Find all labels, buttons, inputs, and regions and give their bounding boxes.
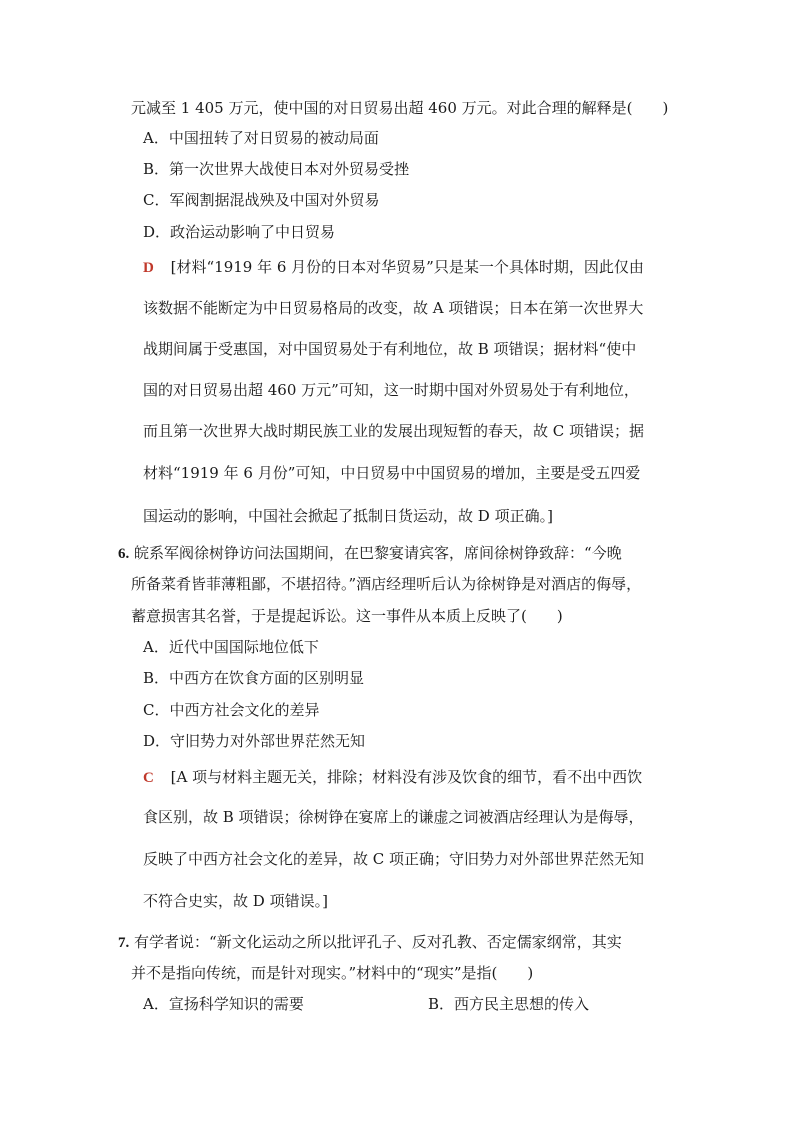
- q6-stem-1: 皖系军阀徐树铮访问法国期间，在巴黎宴请宾客，席间徐树铮致辞：“今晚: [134, 544, 622, 562]
- q5-explanation-4: 国的对日贸易出超 460 万元”可知，这一时期中国对外贸易处于有利地位，: [143, 381, 639, 399]
- q6-answer-letter: C: [143, 770, 154, 786]
- q5-answer-line-1: [143, 257, 644, 278]
- q7-stem-1: 有学者说：“新文化运动之所以批评孔子、反对孔教、否定儒家纲常，其实: [134, 933, 622, 951]
- q5-option-d: D．政治运动影响了中日贸易: [143, 223, 336, 241]
- q6-stem-2: 所备菜肴皆菲薄粗鄙，不堪招待。”酒店经理听后认为徐树铮是对酒店的侮辱，: [131, 575, 642, 593]
- q7-option-a: A．宣扬科学知识的需要: [143, 995, 304, 1013]
- q6-option-c: C．中西方社会文化的差异: [143, 701, 320, 719]
- q6-answer-line-1: [143, 767, 642, 788]
- q7-stem-line-1: [118, 932, 622, 953]
- q6-explanation-2: 食区别，故 B 项错误；徐树铮在宴席上的谦虚之词被酒店经理认为是侮辱，: [143, 808, 644, 826]
- q6-number: 6.: [118, 546, 130, 562]
- q6-option-a: A．近代中国国际地位低下: [143, 638, 319, 656]
- q7-option-b: B．西方民主思想的传入: [428, 995, 590, 1013]
- q5-answer-letter: D: [143, 260, 154, 276]
- q6-option-d: D．守旧势力对外部世界茫然无知: [143, 732, 366, 750]
- q5-option-c: C．军阀割据混战殃及中国对外贸易: [143, 191, 380, 209]
- q5-option-b: B．第一次世界大战使日本对外贸易受挫: [143, 160, 410, 178]
- q6-explanation-3: 反映了中西方社会文化的差异，故 C 项正确；守旧势力对外部世界茫然无知: [143, 850, 645, 868]
- q5-explanation-2: 该数据不能断定为中日贸易格局的改变，故 A 项错误；日本在第一次世界大: [143, 299, 644, 317]
- q6-option-b: B．中西方在饮食方面的区别明显: [143, 669, 365, 687]
- q7-stem-2: 并不是指向传统，而是针对现实。”材料中的“现实”是指( ): [131, 964, 534, 982]
- q5-explanation-1: [材料“1919 年 6 月份的日本对华贸易”只是某一个具体时期，因此仅由: [170, 258, 644, 276]
- q6-stem-line-1: [118, 543, 622, 564]
- q6-explanation-4: 不符合史实，故 D 项错误。]: [143, 892, 328, 910]
- q6-explanation-1: [A 项与材料主题无关，排除；材料没有涉及饮食的细节，看不出中西饮: [170, 768, 643, 786]
- q5-option-a: A．中国扭转了对日贸易的被动局面: [143, 129, 379, 147]
- q5-explanation-6: 材料“1919 年 6 月份”可知，中日贸易中中国贸易的增加，主要是受五四爱: [143, 464, 641, 482]
- q5-stem: 元减至 1 405 万元，使中国的对日贸易出超 460 万元。对此合理的解释是( ): [131, 99, 669, 117]
- q5-explanation-3: 战期间属于受惠国，对中国贸易处于有利地位，故 B 项错误；据材料“使中: [143, 340, 637, 358]
- q7-number: 7.: [118, 935, 130, 951]
- q5-explanation-7: 国运动的影响，中国社会掀起了抵制日货运动，故 D 项正确。]: [143, 507, 553, 525]
- q5-explanation-5: 而且第一次世界大战时期民族工业的发展出现短暂的春天，故 C 项错误；据: [143, 422, 645, 440]
- q6-stem-3: 蓄意损害其名誉，于是提起诉讼。这一事件从本质上反映了( ): [131, 607, 563, 625]
